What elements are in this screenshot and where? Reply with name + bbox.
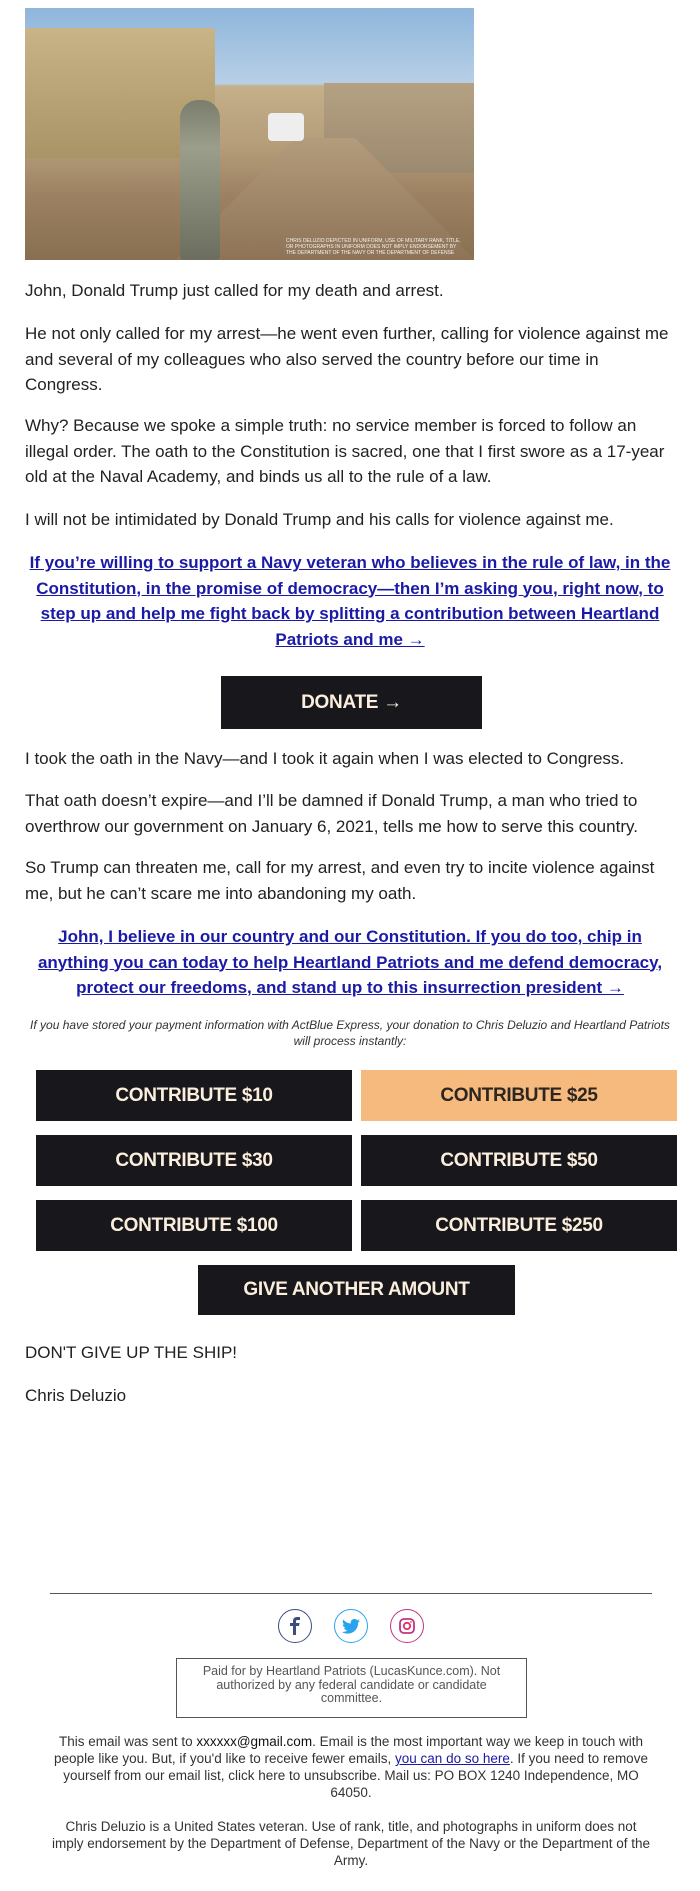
footer-divider bbox=[50, 1593, 652, 1594]
sent-post-text: . If you need to remove yourself from our email list, click here to unsubscribe. Mail us: PO BOX 1240 Independence, MO 64050. bbox=[63, 1751, 648, 1800]
paid-for-disclaimer: Paid for by Heartland Patriots (LucasKunce.com). Not authorized by any federal candidate or candidate committee. bbox=[176, 1658, 527, 1718]
sent-mid-text: . Email is the most important way we keep in touch with people like you. But, if you'd like to receive fewer emails, bbox=[54, 1734, 643, 1766]
paragraph-3: Why? Because we spoke a simple truth: no service member is forced to follow an illegal order. The oath to the Constitution is sacred, one that I first swore as a 17-year old at the Naval Academy, and binds us all to the rule of a law. bbox=[25, 416, 665, 486]
paragraph-7: So Trump can threaten me, call for my arrest, and even try to incite violence against me, but he can’t scare me into abandoning my oath. bbox=[25, 858, 655, 903]
support-link[interactable]: If you’re willing to support a Navy veteran who believes in the rule of law, in the Constitution, in the promise of democracy—then I’m asking you, right now, to step up and help me fight back by splitting a contribution between Heartland Patriots and me → bbox=[29, 553, 671, 649]
twitter-icon[interactable] bbox=[334, 1609, 368, 1643]
contribute-10-button[interactable]: CONTRIBUTE $10 bbox=[36, 1070, 352, 1121]
chip-in-link-block bbox=[25, 924, 675, 1001]
instagram-icon[interactable] bbox=[390, 1609, 424, 1643]
chip-in-link[interactable]: John, I believe in our country and our Constitution. If you do too, chip in anything you can today to help Heartland Patriots and me defend democracy, protect our freedoms, and stand up to this insurrection president → bbox=[37, 927, 663, 997]
donate-button[interactable]: DONATE → bbox=[221, 676, 482, 729]
contribute-30-button[interactable]: CONTRIBUTE $30 bbox=[36, 1135, 352, 1186]
sent-pre-text: This email was sent to bbox=[59, 1734, 197, 1749]
fewer-emails-link[interactable]: you can do so here bbox=[395, 1751, 510, 1766]
footer-email-notice bbox=[50, 1733, 652, 1801]
support-link-block bbox=[25, 550, 675, 652]
paragraph-6: That oath doesn’t expire—and I’ll be damned if Donald Trump, a man who tried to overthrow our government on January 6, 2021, tells me how to serve this country. bbox=[25, 791, 638, 836]
closing-line: DON'T GIVE UP THE SHIP! bbox=[25, 1343, 238, 1362]
hero-photo bbox=[25, 8, 474, 260]
paragraph-4: I will not be intimidated by Donald Trump and his calls for violence against me. bbox=[25, 510, 614, 529]
photo-car bbox=[268, 113, 304, 141]
veteran-disclaimer: Chris Deluzio is a United States veteran. Use of rank, title, and photographs in uniform does not imply endorsement by the Department of Defense, Department of the Navy or the Department of the Army. bbox=[51, 1819, 651, 1868]
paragraph-5: I took the oath in the Navy—and I took it again when I was elected to Congress. bbox=[25, 749, 625, 768]
facebook-icon[interactable] bbox=[278, 1609, 312, 1643]
contribute-250-button[interactable]: CONTRIBUTE $250 bbox=[361, 1200, 677, 1251]
contribute-100-button[interactable]: CONTRIBUTE $100 bbox=[36, 1200, 352, 1251]
signature: Chris Deluzio bbox=[25, 1386, 127, 1405]
actblue-express-note: If you have stored your payment information with ActBlue Express, your donation to Chris Deluzio and Heartland Patriots will process instantly: bbox=[30, 1018, 670, 1048]
recipient-email: xxxxxx@gmail.com bbox=[196, 1734, 313, 1749]
paragraph-2: He not only called for my arrest—he went even further, calling for violence against me and several of my colleagues who also served the country before our time in Congress. bbox=[25, 324, 669, 394]
paragraph-1: John, Donald Trump just called for my death and arrest. bbox=[25, 281, 444, 300]
photo-caption: CHRIS DELUZIO DEPICTED IN UNIFORM, USE OF MILITARY RANK, TITLE, OR PHOTOGRAPHS IN UNIFORM DOES NOT IMPLY ENDORSEMENT BY THE DEPARTMENT OF THE NAVY OR THE DEPARTMENT OF DEFENSE bbox=[286, 238, 461, 256]
contribute-50-button[interactable]: CONTRIBUTE $50 bbox=[361, 1135, 677, 1186]
photo-soldier bbox=[180, 100, 220, 260]
give-another-amount-button[interactable]: GIVE ANOTHER AMOUNT bbox=[198, 1265, 515, 1315]
contribute-25-button[interactable]: CONTRIBUTE $25 bbox=[361, 1070, 677, 1121]
